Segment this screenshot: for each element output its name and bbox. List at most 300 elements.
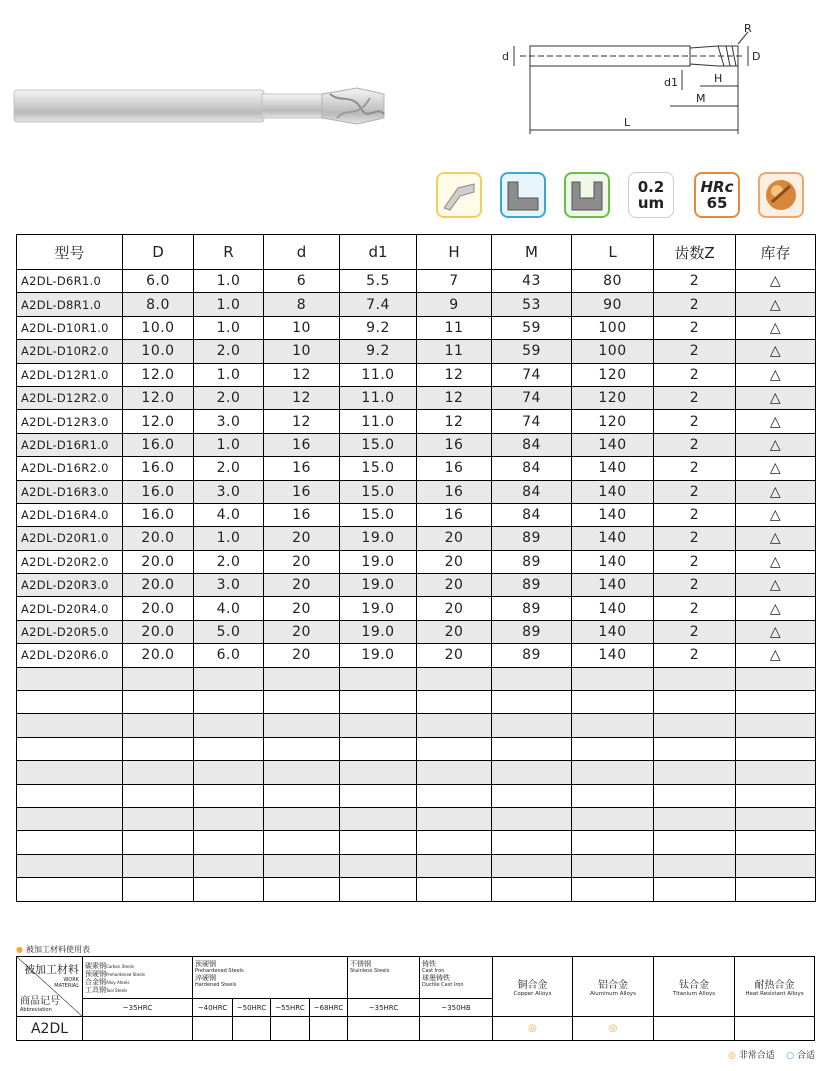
- cell-H: 11: [417, 316, 492, 339]
- cell-stock: △: [736, 270, 816, 293]
- cell-model: A2DL-D8R1.0: [17, 293, 123, 316]
- cell-flutes: 2: [654, 293, 736, 316]
- table-row: [17, 363, 816, 386]
- cell-model: A2DL-D10R1.0: [17, 316, 123, 339]
- cell-R: 4.0: [194, 503, 264, 526]
- cell-L: 100: [572, 340, 654, 363]
- empty-row: [17, 737, 816, 760]
- empty-cell: [340, 831, 417, 854]
- cell-D: 12.0: [123, 363, 194, 386]
- empty-cell: [736, 831, 816, 854]
- cell-model: A2DL-D16R3.0: [17, 480, 123, 503]
- cell-model: A2DL-D20R1.0: [17, 527, 123, 550]
- product-row: [17, 1017, 815, 1041]
- rating-cell: [420, 1017, 493, 1041]
- heatres-en: Heat Resistant Alloys: [745, 991, 804, 997]
- cell-R: 5.0: [194, 620, 264, 643]
- empty-cell: [417, 831, 492, 854]
- hardened-en2: Hardened Steels: [195, 982, 237, 988]
- cell-M: 84: [492, 457, 572, 480]
- cell-flutes: 2: [654, 574, 736, 597]
- dim-label-d: d: [502, 50, 509, 63]
- cell-stock: △: [736, 316, 816, 339]
- corner-work-cn: 被加工材料: [24, 963, 79, 976]
- cell-flutes: 2: [654, 363, 736, 386]
- dimension-drawing: [500, 20, 770, 140]
- empty-cell: [417, 761, 492, 784]
- cell-D: 20.0: [123, 527, 194, 550]
- aluminum-en: Aluminum Alloys: [589, 991, 637, 997]
- empty-cell: [492, 761, 572, 784]
- empty-cell: [194, 784, 264, 807]
- empty-cell: [417, 854, 492, 877]
- cell-d: 16: [264, 457, 340, 480]
- cell-D: 10.0: [123, 340, 194, 363]
- cell-D: 6.0: [123, 270, 194, 293]
- dim-label-D: D: [752, 50, 761, 63]
- empty-cell: [340, 784, 417, 807]
- cell-d1: 19.0: [340, 644, 417, 667]
- empty-cell: [17, 807, 123, 830]
- empty-cell: [654, 667, 736, 690]
- empty-cell: [194, 714, 264, 737]
- cell-D: 16.0: [123, 433, 194, 456]
- empty-cell: [123, 878, 194, 901]
- cell-stock: △: [736, 480, 816, 503]
- table-row: [17, 503, 816, 526]
- cell-L: 120: [572, 363, 654, 386]
- empty-cell: [194, 761, 264, 784]
- rating-cell: [271, 1017, 310, 1041]
- copper-cn: 铜合金: [517, 980, 548, 991]
- empty-cell: [264, 737, 340, 760]
- table-row: [17, 386, 816, 409]
- cell-H: 7: [417, 270, 492, 293]
- cell-L: 140: [572, 574, 654, 597]
- cell-L: 140: [572, 644, 654, 667]
- cell-M: 89: [492, 550, 572, 573]
- empty-cell: [264, 784, 340, 807]
- cell-model: A2DL-D20R6.0: [17, 644, 123, 667]
- cell-D: 20.0: [123, 550, 194, 573]
- empty-row: [17, 761, 816, 784]
- empty-cell: [572, 854, 654, 877]
- empty-cell: [417, 878, 492, 901]
- cell-H: 16: [417, 433, 492, 456]
- cell-H: 20: [417, 597, 492, 620]
- cell-stock: △: [736, 644, 816, 667]
- cell-D: 12.0: [123, 410, 194, 433]
- cell-flutes: 2: [654, 457, 736, 480]
- cell-D: 16.0: [123, 503, 194, 526]
- cell-D: 20.0: [123, 597, 194, 620]
- castiron-en2: Ductile Cast Iron: [422, 982, 464, 988]
- cell-stock: △: [736, 503, 816, 526]
- cell-H: 12: [417, 410, 492, 433]
- hardened-steels-cell: [193, 957, 348, 999]
- empty-cell: [264, 878, 340, 901]
- cell-L: 90: [572, 293, 654, 316]
- empty-cell: [340, 714, 417, 737]
- rating-cell: [83, 1017, 193, 1041]
- empty-row: [17, 854, 816, 877]
- empty-cell: [194, 737, 264, 760]
- cell-M: 89: [492, 620, 572, 643]
- cell-d1: 7.4: [340, 293, 417, 316]
- table-row: [17, 480, 816, 503]
- cell-d: 12: [264, 410, 340, 433]
- empty-cell: [572, 807, 654, 830]
- dim-label-d1: d1: [664, 76, 678, 89]
- cell-L: 100: [572, 316, 654, 339]
- castiron-cn1: 铸铁: [422, 960, 436, 968]
- empty-cell: [17, 854, 123, 877]
- cell-flutes: 2: [654, 597, 736, 620]
- cell-R: 1.0: [194, 363, 264, 386]
- cell-stock: △: [736, 597, 816, 620]
- empty-cell: [194, 691, 264, 714]
- cell-d1: 11.0: [340, 386, 417, 409]
- cell-d: 10: [264, 316, 340, 339]
- cell-L: 120: [572, 410, 654, 433]
- corner-work-en1: WORK: [63, 977, 79, 983]
- surface-finish-unit: um: [637, 194, 665, 212]
- empty-cell: [572, 691, 654, 714]
- cell-L: 140: [572, 457, 654, 480]
- cell-H: 12: [417, 363, 492, 386]
- cell-H: 9: [417, 293, 492, 316]
- cell-d1: 19.0: [340, 597, 417, 620]
- empty-cell: [654, 761, 736, 784]
- table-row: [17, 316, 816, 339]
- empty-cell: [340, 667, 417, 690]
- aluminum-cn: 铝合金: [598, 980, 628, 991]
- hardness-label: HRc: [700, 178, 734, 196]
- cell-flutes: 2: [654, 503, 736, 526]
- empty-cell: [123, 854, 194, 877]
- cell-d: 20: [264, 597, 340, 620]
- cell-H: 20: [417, 644, 492, 667]
- alloy-cn: 合金钢: [85, 977, 106, 986]
- cell-H: 11: [417, 340, 492, 363]
- cell-flutes: 2: [654, 527, 736, 550]
- cell-d: 16: [264, 503, 340, 526]
- empty-cell: [340, 878, 417, 901]
- cell-model: A2DL-D6R1.0: [17, 270, 123, 293]
- empty-cell: [194, 878, 264, 901]
- cell-d1: 15.0: [340, 457, 417, 480]
- empty-cell: [17, 761, 123, 784]
- empty-cell: [340, 761, 417, 784]
- material-table: [16, 956, 815, 1041]
- empty-cell: [572, 761, 654, 784]
- castiron-en1: Cast Iron: [422, 968, 445, 974]
- empty-cell: [572, 831, 654, 854]
- cell-stock: △: [736, 527, 816, 550]
- empty-cell: [17, 831, 123, 854]
- cell-model: A2DL-D16R1.0: [17, 433, 123, 456]
- dim-label-M: M: [696, 92, 706, 105]
- empty-cell: [417, 667, 492, 690]
- corner-cell: [17, 957, 83, 1017]
- cell-d1: 9.2: [340, 316, 417, 339]
- cell-R: 6.0: [194, 644, 264, 667]
- cell-D: 16.0: [123, 457, 194, 480]
- cell-L: 140: [572, 503, 654, 526]
- empty-cell: [264, 691, 340, 714]
- empty-cell: [417, 737, 492, 760]
- cell-M: 89: [492, 597, 572, 620]
- bullet-icon: ●: [16, 945, 23, 954]
- empty-row: [17, 878, 816, 901]
- empty-cell: [264, 854, 340, 877]
- cell-M: 84: [492, 503, 572, 526]
- empty-cell: [572, 667, 654, 690]
- alloy-en: Alloy Ateels: [106, 979, 130, 985]
- header-stock: 库存: [736, 235, 816, 270]
- cell-flutes: 2: [654, 480, 736, 503]
- corner-work-en2: MATERIAL: [54, 983, 79, 989]
- cell-D: 10.0: [123, 316, 194, 339]
- empty-cell: [654, 714, 736, 737]
- very-suitable-icon: ◎: [728, 1051, 736, 1061]
- slot-milling-icon: [564, 172, 610, 218]
- dim-label-R: R: [744, 22, 752, 35]
- cell-d: 12: [264, 363, 340, 386]
- castiron-cell: [420, 957, 493, 999]
- cell-d: 6: [264, 270, 340, 293]
- hardness-cell: ~40HRC: [193, 999, 233, 1017]
- hardness-cell: ~50HRC: [233, 999, 271, 1017]
- cell-model: A2DL-D20R3.0: [17, 574, 123, 597]
- header-flutes: 齿数Z: [654, 235, 736, 270]
- empty-cell: [17, 714, 123, 737]
- rating-legend: [728, 1048, 815, 1061]
- cell-flutes: 2: [654, 433, 736, 456]
- cell-model: A2DL-D20R5.0: [17, 620, 123, 643]
- feature-icons: [436, 172, 816, 220]
- hardness-icon: [694, 172, 740, 218]
- cell-H: 20: [417, 574, 492, 597]
- empty-cell: [264, 714, 340, 737]
- header-M: M: [492, 235, 572, 270]
- empty-cell: [417, 691, 492, 714]
- empty-cell: [492, 807, 572, 830]
- cell-flutes: 2: [654, 386, 736, 409]
- tool-cn: 工具钢: [85, 985, 106, 994]
- empty-cell: [417, 714, 492, 737]
- rating-cell: [193, 1017, 233, 1041]
- cell-d1: 9.2: [340, 340, 417, 363]
- empty-cell: [736, 784, 816, 807]
- cell-stock: △: [736, 363, 816, 386]
- material-caption-text: 被加工材料使用表: [25, 945, 90, 954]
- prehard-en: Prehardened Steels: [106, 971, 145, 977]
- table-row: [17, 597, 816, 620]
- rating-cell: [233, 1017, 271, 1041]
- cell-H: 20: [417, 527, 492, 550]
- empty-cell: [572, 737, 654, 760]
- corner-abbr-en: Abbreviation: [20, 1007, 52, 1013]
- cell-d1: 15.0: [340, 480, 417, 503]
- cell-R: 1.0: [194, 293, 264, 316]
- cell-d1: 5.5: [340, 270, 417, 293]
- cell-flutes: 2: [654, 316, 736, 339]
- empty-cell: [17, 691, 123, 714]
- spec-body: [17, 270, 816, 902]
- empty-cell: [736, 761, 816, 784]
- copper-rating: ◎: [493, 1017, 573, 1041]
- empty-cell: [492, 878, 572, 901]
- cell-L: 80: [572, 270, 654, 293]
- empty-cell: [736, 807, 816, 830]
- rating-cell: [735, 1017, 815, 1041]
- cell-R: 2.0: [194, 340, 264, 363]
- copper-cell: [493, 957, 573, 1017]
- tool-en: Tool Steels: [106, 987, 128, 993]
- spec-header-row: [17, 235, 816, 270]
- cell-flutes: 2: [654, 340, 736, 363]
- cell-d1: 11.0: [340, 410, 417, 433]
- cell-d: 20: [264, 620, 340, 643]
- suitable-label: 合适: [796, 1051, 815, 1061]
- cell-M: 84: [492, 480, 572, 503]
- cell-R: 3.0: [194, 480, 264, 503]
- material-caption: [16, 944, 90, 955]
- cell-M: 89: [492, 644, 572, 667]
- cell-model: A2DL-D12R1.0: [17, 363, 123, 386]
- empty-cell: [736, 691, 816, 714]
- cell-H: 16: [417, 503, 492, 526]
- rating-cell: [654, 1017, 735, 1041]
- table-row: [17, 433, 816, 456]
- stainless-en: Stainless Steels: [350, 968, 390, 974]
- cell-R: 2.0: [194, 386, 264, 409]
- empty-cell: [17, 784, 123, 807]
- cell-L: 140: [572, 433, 654, 456]
- cell-stock: △: [736, 550, 816, 573]
- cell-R: 3.0: [194, 410, 264, 433]
- profile-milling-icon: [436, 172, 482, 218]
- cell-R: 3.0: [194, 574, 264, 597]
- empty-cell: [654, 854, 736, 877]
- hardness-cell: ~35HRC: [348, 999, 420, 1017]
- empty-cell: [123, 691, 194, 714]
- empty-cell: [654, 831, 736, 854]
- titanium-cell: [654, 957, 735, 1017]
- heatres-cn: 耐热合金: [754, 980, 795, 991]
- cell-stock: △: [736, 293, 816, 316]
- hardened-en1: Prehardened Steels: [195, 968, 244, 974]
- surface-finish-value: 0.2: [637, 178, 665, 196]
- cell-M: 59: [492, 316, 572, 339]
- empty-row: [17, 831, 816, 854]
- table-row: [17, 574, 816, 597]
- cell-D: 20.0: [123, 644, 194, 667]
- table-row: [17, 527, 816, 550]
- empty-cell: [417, 784, 492, 807]
- cell-d1: 19.0: [340, 620, 417, 643]
- hardened-cn2: 淬硬钢: [195, 974, 216, 982]
- castiron-cn2: 球墨铸铁: [422, 974, 450, 982]
- cell-d: 10: [264, 340, 340, 363]
- cell-d: 20: [264, 644, 340, 667]
- empty-cell: [572, 878, 654, 901]
- aluminum-cell: [573, 957, 654, 1017]
- cell-H: 16: [417, 480, 492, 503]
- empty-cell: [340, 737, 417, 760]
- empty-cell: [17, 737, 123, 760]
- empty-cell: [654, 807, 736, 830]
- titanium-cn: 钛合金: [679, 980, 709, 991]
- empty-row: [17, 714, 816, 737]
- cell-R: 1.0: [194, 527, 264, 550]
- header-R: R: [194, 235, 264, 270]
- cell-d: 8: [264, 293, 340, 316]
- empty-cell: [492, 831, 572, 854]
- header-D: D: [123, 235, 194, 270]
- hardened-cn1: 预硬钢: [195, 960, 216, 968]
- cell-flutes: 2: [654, 644, 736, 667]
- empty-cell: [572, 784, 654, 807]
- cell-d: 16: [264, 433, 340, 456]
- cell-M: 43: [492, 270, 572, 293]
- coating-icon: [758, 172, 804, 218]
- suitable-icon: ○: [786, 1051, 795, 1061]
- empty-row: [17, 784, 816, 807]
- cell-R: 2.0: [194, 457, 264, 480]
- cell-L: 140: [572, 597, 654, 620]
- cell-M: 59: [492, 340, 572, 363]
- cell-L: 140: [572, 527, 654, 550]
- cell-M: 74: [492, 386, 572, 409]
- empty-cell: [17, 667, 123, 690]
- cell-model: A2DL-D10R2.0: [17, 340, 123, 363]
- cell-d1: 19.0: [340, 550, 417, 573]
- cell-D: 8.0: [123, 293, 194, 316]
- cell-flutes: 2: [654, 550, 736, 573]
- empty-cell: [492, 667, 572, 690]
- stainless-cn: 不锈钢: [350, 960, 371, 968]
- surface-finish-icon: [628, 172, 674, 218]
- cell-model: A2DL-D20R4.0: [17, 597, 123, 620]
- empty-cell: [194, 667, 264, 690]
- stainless-cell: [348, 957, 420, 999]
- header-d: d: [264, 235, 340, 270]
- empty-cell: [194, 854, 264, 877]
- empty-cell: [492, 714, 572, 737]
- cell-D: 20.0: [123, 620, 194, 643]
- empty-cell: [736, 878, 816, 901]
- empty-cell: [417, 807, 492, 830]
- cell-M: 84: [492, 433, 572, 456]
- cell-D: 16.0: [123, 480, 194, 503]
- cell-stock: △: [736, 340, 816, 363]
- header-H: H: [417, 235, 492, 270]
- spec-table: [16, 234, 816, 902]
- cell-d1: 19.0: [340, 574, 417, 597]
- cell-H: 20: [417, 550, 492, 573]
- cell-d: 20: [264, 527, 340, 550]
- end-mill-photo: [12, 84, 392, 130]
- cell-model: A2DL-D20R2.0: [17, 550, 123, 573]
- cell-d: 20: [264, 574, 340, 597]
- cell-d: 16: [264, 480, 340, 503]
- table-row: [17, 550, 816, 573]
- cell-L: 120: [572, 386, 654, 409]
- empty-row: [17, 667, 816, 690]
- empty-cell: [340, 807, 417, 830]
